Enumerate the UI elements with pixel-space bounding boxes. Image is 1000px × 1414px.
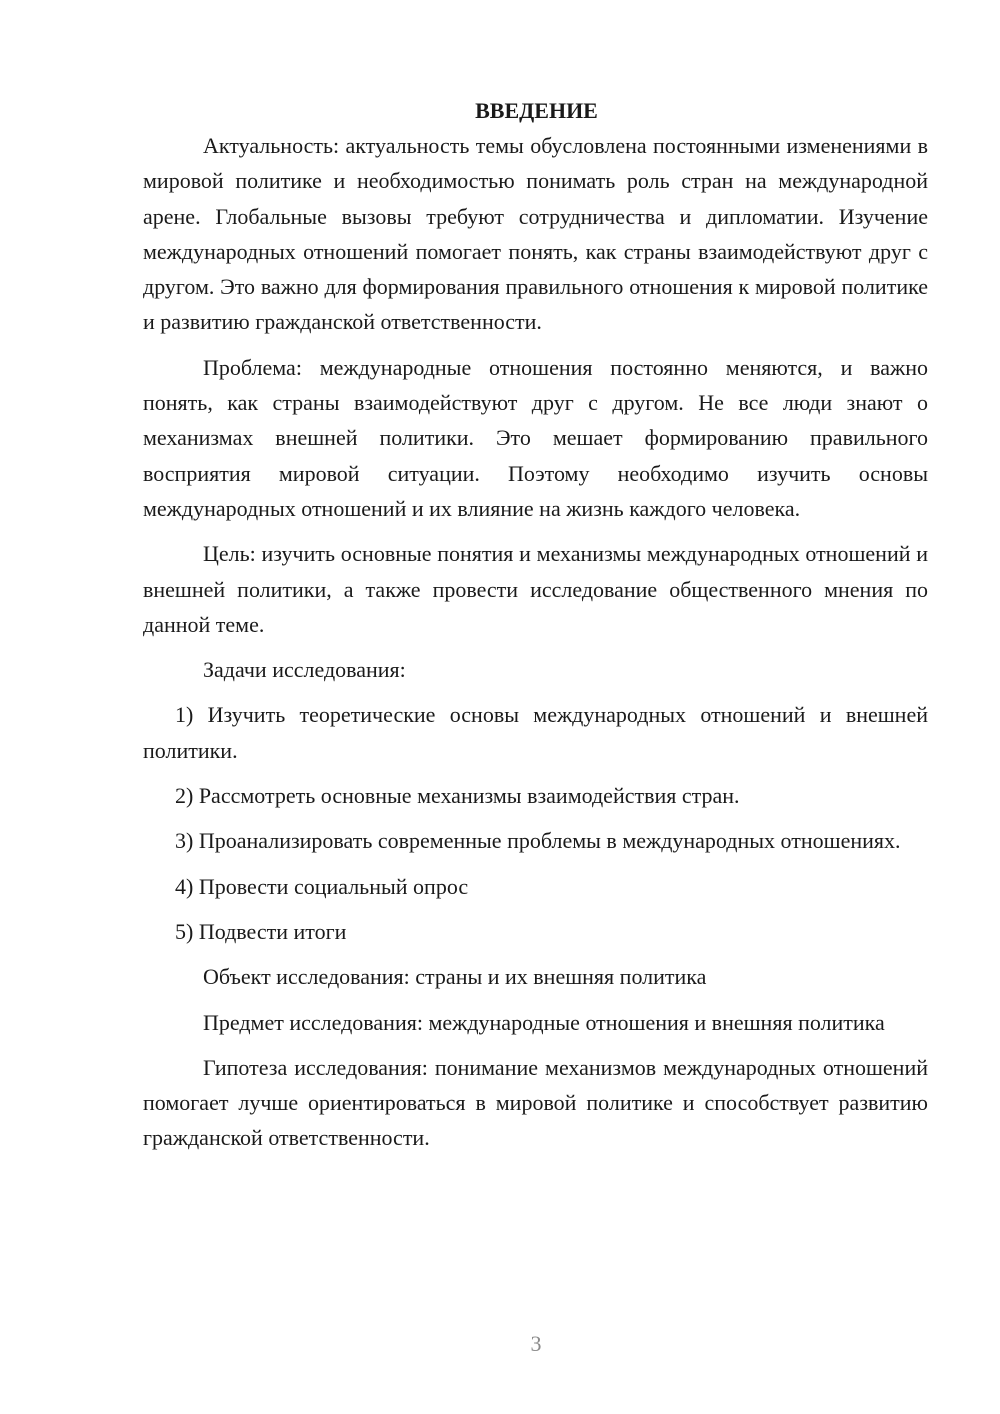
subject-paragraph: Предмет исследования: международные отношения и внешняя политика xyxy=(203,1009,885,1035)
page-number: 3 xyxy=(530,1331,542,1356)
hypothesis-paragraph: Гипотеза исследования: понимание механизмов международных отношений помогает лучше ориентироваться в мировой политике и способствует развитию гражданской ответственности. xyxy=(143,1054,928,1151)
problem-paragraph: Проблема: международные отношения постоянно меняются, и важно понять, как страны взаимодействуют друг с другом. Не все люди знают о механизмах внешней политики. Это мешает формированию правильного восприятия мировой ситуации. Поэтому необходимо изучить основы международных отношений и их влияние на жизнь каждого человека. xyxy=(143,354,928,521)
task-item-4: 4) Провести социальный опрос xyxy=(175,873,469,899)
task-item-2: 2) Рассмотреть основные механизмы взаимодействия стран. xyxy=(175,783,740,809)
relevance-paragraph: Актуальность: актуальность темы обусловлена постоянными изменениями в мировой политике и необходимостью понимать роль стран на международной арене. Глобальные вызовы требуют сотрудничества и дипломатии. Изучение международных отношений помогает понять, как страны взаимодействуют друг с другом. Это важно для формирования правильного отношения к мировой политике и развитию гражданской ответственности. xyxy=(143,133,928,335)
object-paragraph: Объект исследования: страны и их внешняя политика xyxy=(203,964,707,990)
tasks-heading: Задачи исследования: xyxy=(203,657,406,683)
task-item-1: 1) Изучить теоретические основы международных отношений и внешней политики. xyxy=(143,702,928,763)
task-item-5: 5) Подвести итоги xyxy=(175,918,347,944)
document-title: ВВЕДЕНИЕ xyxy=(475,98,598,123)
goal-paragraph: Цель: изучить основные понятия и механизмы международных отношений и внешней политики, а также провести исследование общественного мнения по данной теме. xyxy=(143,541,928,637)
document-body xyxy=(143,93,928,1156)
task-item-3: 3) Проанализировать современные проблемы в международных отношениях. xyxy=(175,828,901,854)
